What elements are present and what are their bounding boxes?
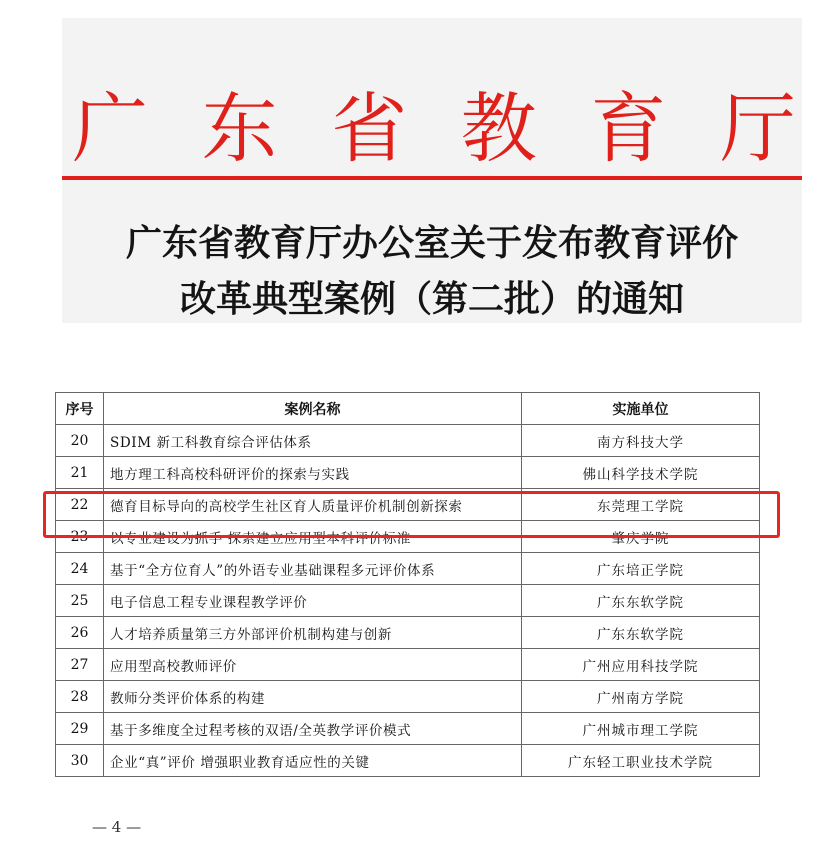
- table-row: [56, 553, 760, 585]
- table-row: [56, 457, 760, 489]
- case-name: 企业“真”评价 增强职业教育适应性的关键: [104, 745, 522, 777]
- row-number: 22: [56, 489, 104, 521]
- row-number: 27: [56, 649, 104, 681]
- table-row: [56, 681, 760, 713]
- notice-title-line-1: 广东省教育厅办公室关于发布教育评价: [125, 223, 738, 264]
- header-no: 序号: [56, 393, 104, 425]
- row-number: 23: [56, 521, 104, 553]
- table-row: [56, 649, 760, 681]
- org-name-char: 厅: [719, 84, 796, 173]
- notice-title: [62, 216, 802, 328]
- row-number: 25: [56, 585, 104, 617]
- implementing-unit: 佛山科学技术学院: [522, 457, 760, 489]
- case-name: 教师分类评价体系的构建: [104, 681, 522, 713]
- row-number: 28: [56, 681, 104, 713]
- row-number: 24: [56, 553, 104, 585]
- row-number: 26: [56, 617, 104, 649]
- case-name: 以专业建设为抓手 探索建立应用型本科评价标准: [104, 521, 522, 553]
- red-divider-line: [62, 176, 802, 180]
- implementing-unit: 广东轻工职业技术学院: [522, 745, 760, 777]
- notice-title-line-2: 改革典型案例（第二批）的通知: [179, 279, 684, 320]
- org-name-char: 东: [201, 84, 278, 173]
- org-name-char: 省: [331, 84, 408, 173]
- implementing-unit: 广州应用科技学院: [522, 649, 760, 681]
- row-number: 21: [56, 457, 104, 489]
- case-name: 人才培养质量第三方外部评价机制构建与创新: [104, 617, 522, 649]
- implementing-unit: 广州南方学院: [522, 681, 760, 713]
- implementing-unit: 东莞理工学院: [522, 489, 760, 521]
- case-name: 地方理工科高校科研评价的探索与实践: [104, 457, 522, 489]
- table-row: [56, 745, 760, 777]
- org-name-char: 育: [590, 84, 667, 173]
- implementing-unit: 广东培正学院: [522, 553, 760, 585]
- table-row: [56, 521, 760, 553]
- table-row: [56, 617, 760, 649]
- case-name: SDIM 新工科教育综合评估体系: [104, 425, 522, 457]
- header-case-name: 案例名称: [104, 393, 522, 425]
- implementing-unit: 广州城市理工学院: [522, 713, 760, 745]
- row-number: 29: [56, 713, 104, 745]
- letterhead: [62, 18, 802, 323]
- header-unit: 实施单位: [522, 393, 760, 425]
- table-row: [56, 425, 760, 457]
- table-header-row: [56, 393, 760, 425]
- implementing-unit: 肇庆学院: [522, 521, 760, 553]
- row-number: 30: [56, 745, 104, 777]
- org-name-char: 广: [72, 84, 148, 173]
- table-row: [56, 489, 760, 521]
- table-row: [56, 713, 760, 745]
- case-name: 基于多维度全过程考核的双语/全英教学评价模式: [104, 713, 522, 745]
- case-name: 电子信息工程专业课程教学评价: [104, 585, 522, 617]
- org-name-char: 教: [460, 84, 537, 173]
- page-number: — 4 —: [92, 818, 142, 836]
- table-row: [56, 585, 760, 617]
- implementing-unit: 广东东软学院: [522, 617, 760, 649]
- implementing-unit: 南方科技大学: [522, 425, 760, 457]
- implementing-unit: 广东东软学院: [522, 585, 760, 617]
- organization-name: [62, 84, 802, 174]
- case-name: 基于“全方位育人”的外语专业基础课程多元评价体系: [104, 553, 522, 585]
- case-name: 应用型高校教师评价: [104, 649, 522, 681]
- row-number: 20: [56, 425, 104, 457]
- case-table: [55, 392, 760, 777]
- case-name: 德育目标导向的高校学生社区育人质量评价机制创新探索: [104, 489, 522, 521]
